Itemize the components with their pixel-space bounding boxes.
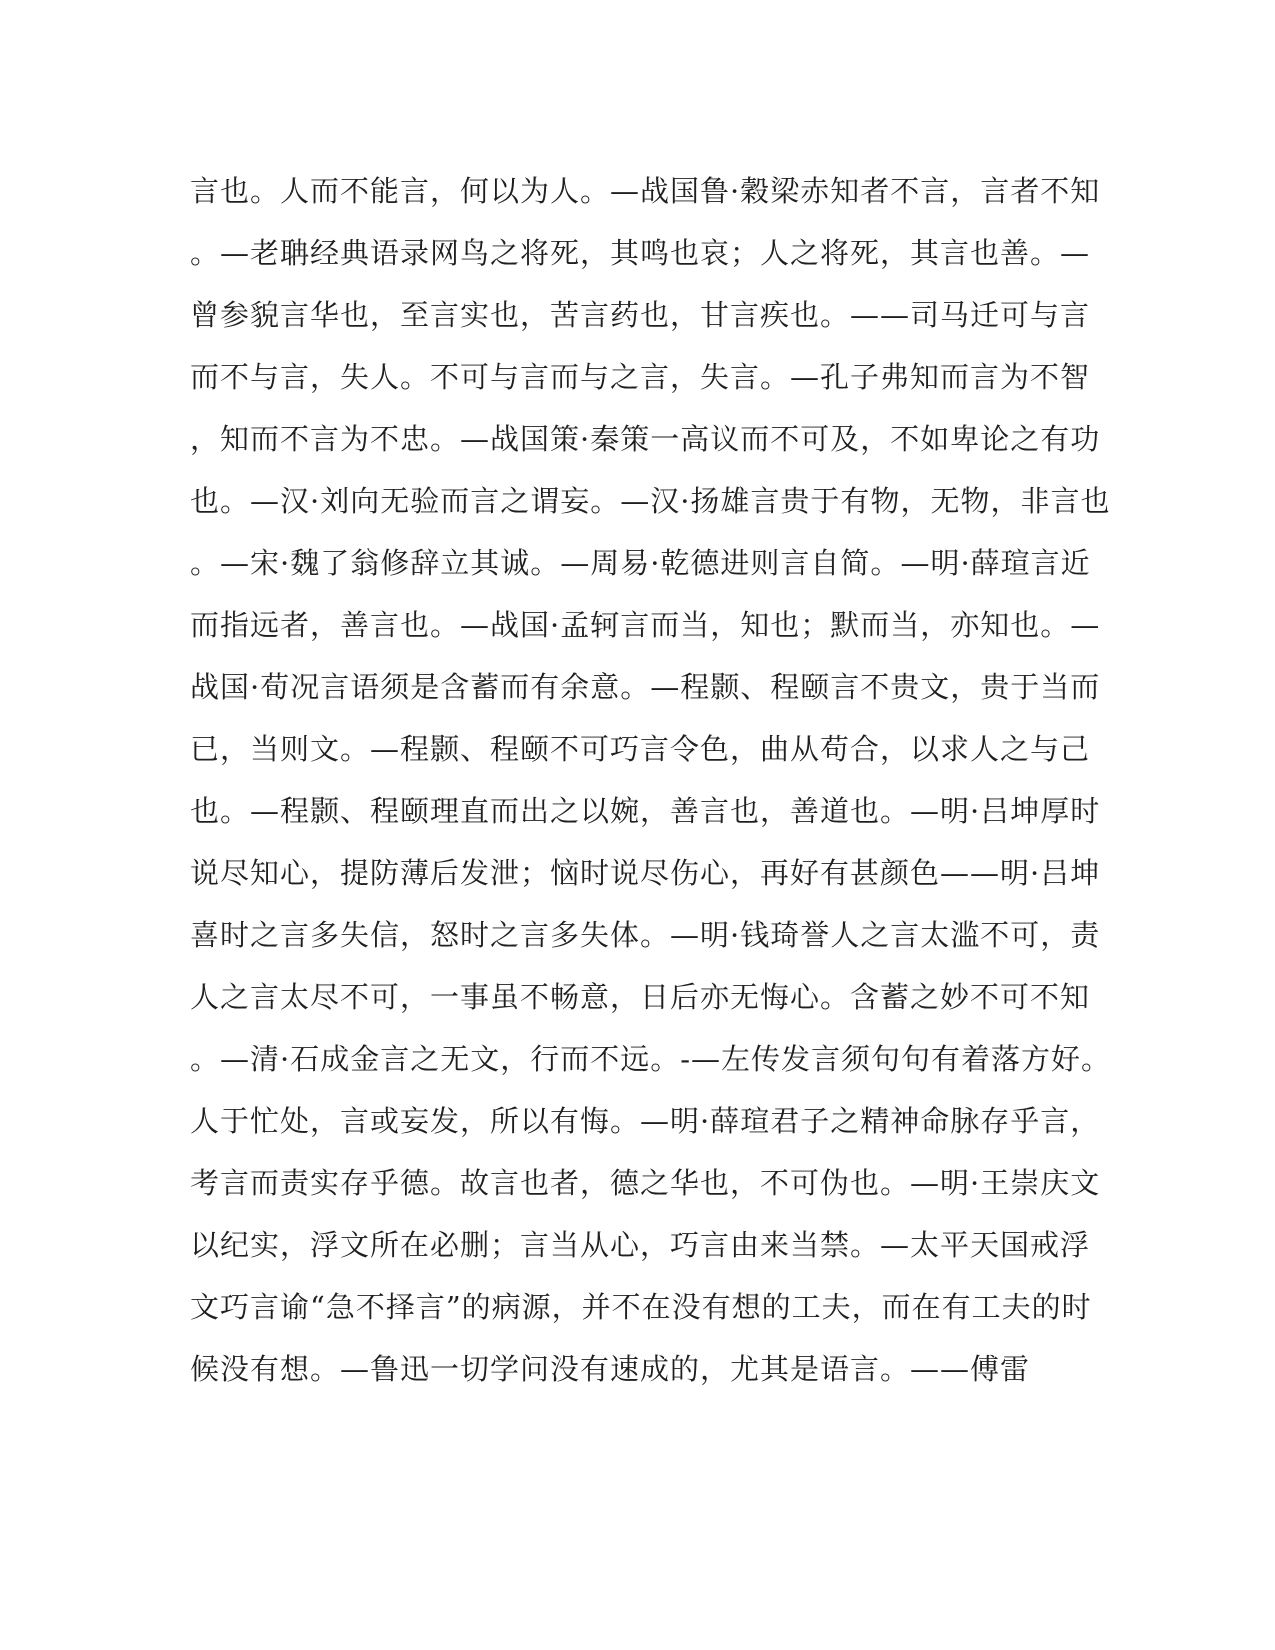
text-line: 也。—汉·刘向无验而言之谓妄。—汉·扬雄言贵于有物，无物，非言也 xyxy=(190,484,1111,518)
text-line: 而不与言，失人。不可与言而与之言，失言。—孔子弗知而言为不智 xyxy=(190,360,1091,394)
text-line: 喜时之言多失信，怒时之言多失体。—明·钱琦誉人之言太滥不可，责 xyxy=(190,918,1101,952)
text-line: 以纪实，浮文所在必删；言当从心，巧言由来当禁。—太平天国戒浮 xyxy=(190,1228,1091,1262)
text-line: 说尽知心，提防薄后发泄；恼时说尽伤心，再好有甚颜色——明·吕坤 xyxy=(190,856,1101,890)
text-line: ，知而不言为不忠。—战国策·秦策一高议而不可及，不如卑论之有功 xyxy=(190,422,1101,456)
text-line: 候没有想。—鲁迅一切学问没有速成的，尤其是语言。——傅雷 xyxy=(190,1352,1031,1386)
text-line: 人之言太尽不可，一事虽不畅意，日后亦无悔心。含蓄之妙不可不知 xyxy=(190,980,1091,1014)
text-line: 也。—程颢、程颐理直而出之以婉，善言也，善道也。—明·吕坤厚时 xyxy=(190,794,1101,828)
text-line: 战国·荀况言语须是含蓄而有余意。—程颢、程颐言不贵文，贵于当而 xyxy=(190,670,1101,704)
text-line: 人于忙处，言或妄发，所以有悔。—明·薛瑄君子之精神命脉存乎言， xyxy=(190,1104,1101,1138)
text-line: 曾参貌言华也，至言实也，苦言药也，甘言疾也。——司马迁可与言 xyxy=(190,298,1091,332)
text-line: 。—老聃经典语录网鸟之将死，其鸣也哀；人之将死，其言也善。— xyxy=(190,236,1091,270)
text-line: 。—清·石成金言之无文，行而不远。-—左传发言须句句有着落方好。 xyxy=(190,1042,1112,1076)
text-line: 已，当则文。—程颢、程颐不可巧言令色，曲从苟合，以求人之与己 xyxy=(190,732,1091,766)
text-line: 考言而责实存乎德。故言也者，德之华也，不可伪也。—明·王崇庆文 xyxy=(190,1166,1101,1200)
text-line: 言也。人而不能言，何以为人。—战国鲁·穀梁赤知者不言，言者不知 xyxy=(190,174,1101,208)
body-text xyxy=(190,160,1112,1400)
text-line: 。—宋·魏了翁修辞立其诚。—周易·乾德进则言自简。—明·薛瑄言近 xyxy=(190,546,1091,580)
text-line: 而指远者，善言也。—战国·孟轲言而当，知也；默而当，亦知也。— xyxy=(190,608,1101,642)
text-line: 文巧言谕“急不择言”的病源，并不在没有想的工夫，而在有工夫的时 xyxy=(190,1290,1092,1324)
